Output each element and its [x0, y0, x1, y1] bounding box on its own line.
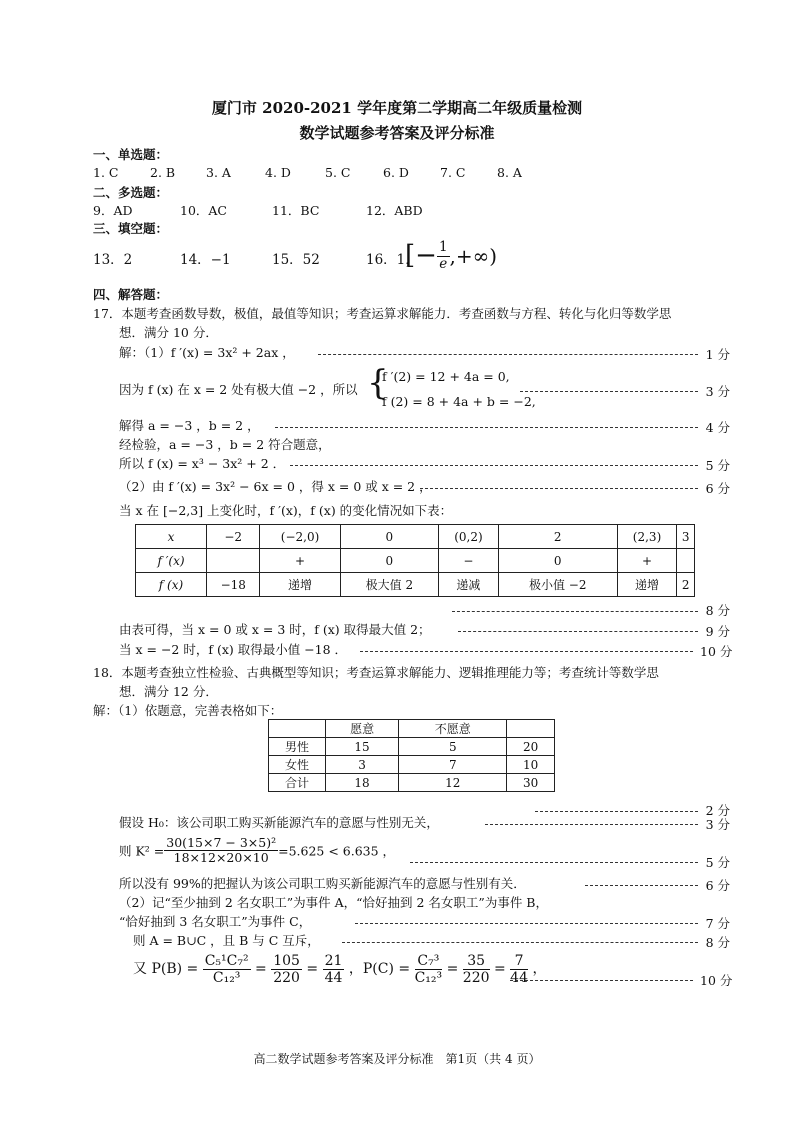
table-cell: 12 [399, 774, 507, 792]
answer-4: 4. D [265, 165, 291, 180]
section-single-choice: 一、单选题： [93, 147, 169, 162]
score-leader [410, 862, 698, 863]
score-leader [585, 885, 698, 886]
pc-fraction-3 [510, 953, 528, 986]
table-cell: 递增 [260, 573, 340, 597]
p17-step-7: 当 x 在 [−2,3] 上变化时，f ′(x)，f (x) 的变化情况如下表： [119, 503, 453, 518]
fraction-den: 18×12×20×10 [173, 850, 269, 866]
score-label: 2 分 [705, 803, 730, 818]
system-eq-2: f (2) = 8 + 4a + b = −2, [382, 394, 536, 409]
table-row [136, 525, 695, 549]
score-leader [452, 611, 698, 612]
score-label: 3 分 [705, 384, 730, 399]
fraction-num: 30(15×7 − 3×5)² [166, 835, 277, 850]
equals: = [306, 961, 319, 978]
table-cell: 0 [498, 549, 617, 573]
answer-16-interval [405, 240, 497, 272]
table-cell: (2,3) [617, 525, 677, 549]
table-cell: x [136, 525, 207, 549]
table-row [269, 774, 555, 792]
table-cell: 女性 [269, 756, 326, 774]
pb-fraction-2 [271, 953, 302, 986]
equals: = [493, 961, 506, 978]
score-label: 10 分 [700, 973, 733, 988]
fraction-num: C₅¹C₇² [204, 953, 249, 969]
table-cell: 3 [326, 756, 399, 774]
p18-k-square [119, 836, 395, 866]
fraction-den: C₁₂³ [414, 970, 443, 987]
table-cell: 2 [677, 573, 695, 597]
table-cell: 合计 [269, 774, 326, 792]
fraction-den: e [439, 255, 448, 272]
answer-14: 14．−1 [180, 252, 231, 268]
k-square-fraction [164, 836, 278, 866]
p17-intro-2: 想．满分 10 分． [119, 325, 218, 340]
table-cell: (0,2) [439, 525, 499, 549]
table-cell: 10 [507, 756, 555, 774]
k-square-label: 则 K² = [119, 843, 165, 859]
p18-step-7: 则 A = B∪C ，且 B 与 C 互斥， [133, 933, 320, 948]
table-cell: f (x) [136, 573, 207, 597]
score-leader [420, 488, 698, 489]
answer-2: 2. B [150, 165, 176, 180]
table-cell: 0 [340, 525, 438, 549]
p17-step-9: 当 x = −2 时，f (x) 取得最小值 −18 ． [119, 642, 348, 657]
k-square-result: =5.625 < 6.635 ， [278, 843, 396, 859]
table-cell: 极小值 −2 [498, 573, 617, 597]
pb-label: 又 P(B) = [133, 961, 199, 978]
answer-11: 11．BC [272, 203, 320, 218]
table-cell: + [617, 549, 677, 573]
score-label: 8 分 [705, 603, 730, 618]
interval-left: [− [405, 240, 437, 271]
score-leader [342, 942, 698, 943]
table-row [136, 573, 695, 597]
fraction-num: 21 [324, 953, 343, 969]
answer-8: 8. A [497, 165, 522, 180]
pc-fraction-1 [415, 953, 443, 986]
equals: = [446, 961, 459, 978]
title-line-1: 厦门市 2020-2021 学年度第二学期高二年级质量检测 [211, 99, 583, 117]
score-label: 4 分 [705, 420, 730, 435]
table-cell [677, 549, 695, 573]
score-label: 5 分 [705, 458, 730, 473]
p17-step-6: （2）由 f ′(x) = 3x² − 6x = 0 ，得 x = 0 或 x = 2 ， [119, 479, 432, 494]
p18-step-4: 所以没有 99%的把握认为该公司职工购买新能源汽车的意愿与性别有关． [119, 876, 526, 891]
p18-intro-2: 想．满分 12 分． [119, 684, 218, 699]
page-footer: 高二数学试题参考答案及评分标准 第1页（共 4 页） [253, 1052, 541, 1066]
score-leader [360, 651, 693, 652]
table-cell: 2 [498, 525, 617, 549]
table-cell: 0 [340, 549, 438, 573]
score-leader [318, 354, 698, 355]
fraction-den: 44 [324, 970, 343, 987]
table-row [269, 738, 555, 756]
p17-step-1: 解：（1）f ′(x) = 3x² + 2ax ， [119, 345, 295, 360]
fraction-den: C₁₂³ [212, 970, 241, 987]
table-cell [207, 549, 260, 573]
pb-fraction-3 [323, 953, 345, 986]
score-leader [275, 427, 698, 428]
p18-probabilities [133, 953, 546, 986]
table-cell: 男性 [269, 738, 326, 756]
answer-5: 5. C [325, 165, 351, 180]
p17-step-5: 所以 f (x) = x³ − 3x² + 2 ． [119, 456, 286, 471]
answer-13: 13．2 [93, 252, 133, 268]
p17-step-2: 因为 f (x) 在 x = 2 处有极大值 −2 ，所以 [119, 382, 358, 397]
answer-16: 16．1， [366, 252, 419, 268]
answer-7: 7. C [440, 165, 466, 180]
pc-label: ，P(C) = [348, 961, 411, 978]
section-solution: 四、解答题： [93, 287, 169, 302]
score-label: 9 分 [705, 624, 730, 639]
p17-intro-1: 17．本题考查函数导数，极值，最值等知识；考查运算求解能力．考查函数与方程、转化与化归等数学思 [93, 306, 672, 321]
table-cell: (−2,0) [260, 525, 340, 549]
table-row [269, 720, 555, 738]
table-cell: 30 [507, 774, 555, 792]
fraction-num: C₇³ [415, 953, 443, 970]
interval-right: ,+∞) [449, 244, 498, 269]
p18-intro-1: 18．本题考查独立性检验、古典概型等知识；考查运算求解能力、逻辑推理能力等；考查统计等数学思 [93, 665, 659, 680]
table-cell: 不愿意 [399, 720, 507, 738]
score-label: 5 分 [705, 855, 730, 870]
p18-step-1: 解：（1）依题意，完善表格如下： [93, 703, 283, 718]
equals: = [255, 961, 267, 978]
p17-step-8: 由表可得，当 x = 0 或 x = 3 时，f (x) 取得最大值 2； [119, 622, 431, 637]
table-cell: 5 [399, 738, 507, 756]
score-leader [355, 923, 698, 924]
table-cell: −18 [207, 573, 260, 597]
table-cell: 递增 [617, 573, 677, 597]
score-leader [458, 631, 698, 632]
answer-10: 10．AC [180, 203, 227, 218]
section-fill-blank: 三、填空题： [93, 221, 169, 236]
table-cell: 18 [326, 774, 399, 792]
score-leader [520, 391, 698, 392]
system-eq-1: f ′(2) = 12 + 4a = 0, [382, 369, 510, 384]
score-leader [290, 465, 698, 466]
fraction-num: 7 [510, 953, 528, 970]
interval-fraction [437, 240, 450, 272]
answer-15: 15．52 [272, 252, 320, 268]
score-leader [485, 824, 698, 825]
fraction-den: 44 [510, 970, 528, 987]
table-cell: 递减 [439, 573, 499, 597]
table-cell: 极大值 2 [340, 573, 438, 597]
pc-fraction-2 [463, 953, 490, 986]
table-cell: f ′(x) [136, 549, 207, 573]
p17-variation-table [135, 524, 695, 597]
score-label: 10 分 [700, 644, 733, 659]
section-multi-choice: 二、多选题： [93, 185, 169, 200]
score-leader [510, 980, 693, 981]
table-row [136, 549, 695, 573]
p18-contingency-table [268, 719, 555, 792]
system-brace: { [367, 363, 389, 403]
comma: ， [532, 961, 547, 978]
table-cell: 愿意 [326, 720, 399, 738]
score-label: 7 分 [705, 916, 730, 931]
score-leader [535, 811, 698, 812]
title-line-2: 数学试题参考答案及评分标准 [299, 124, 495, 142]
score-label: 6 分 [705, 878, 730, 893]
score-label: 8 分 [705, 935, 730, 950]
table-cell: 20 [507, 738, 555, 756]
table-cell [507, 720, 555, 738]
p18-step-5: （2）记“至少抽到 2 名女职工”为事件 A，“恰好抽到 2 名女职工”为事件 B， [119, 895, 548, 910]
table-cell: 15 [326, 738, 399, 756]
score-label: 1 分 [705, 347, 730, 362]
fraction-num: 1 [438, 239, 448, 255]
score-label: 3 分 [705, 817, 730, 832]
table-cell: 7 [399, 756, 507, 774]
answer-1: 1. C [93, 165, 119, 180]
fraction-num: 105 [273, 953, 300, 969]
p17-step-4: 经检验，a = −3 ，b = 2 符合题意， [119, 437, 331, 452]
p18-step-6: “恰好抽到 3 名女职工”为事件 C， [119, 914, 312, 929]
table-cell: − [439, 549, 499, 573]
table-cell: −2 [207, 525, 260, 549]
pb-fraction-1 [203, 953, 251, 986]
table-row [269, 756, 555, 774]
fraction-den: 220 [462, 970, 490, 987]
table-cell: + [260, 549, 340, 573]
answer-6: 6. D [383, 165, 409, 180]
fraction-den: 220 [273, 970, 300, 987]
answer-3: 3. A [206, 165, 231, 180]
answer-9: 9．AD [93, 203, 133, 218]
score-label: 6 分 [705, 481, 730, 496]
fraction-num: 35 [463, 953, 490, 970]
p17-step-3: 解得 a = −3 ，b = 2 ， [119, 418, 260, 433]
answer-12: 12．ABD [366, 203, 423, 218]
table-cell [269, 720, 326, 738]
table-cell: 3 [677, 525, 695, 549]
p18-step-2: 假设 H₀：该公司职工购买新能源汽车的意愿与性别无关， [119, 815, 439, 830]
